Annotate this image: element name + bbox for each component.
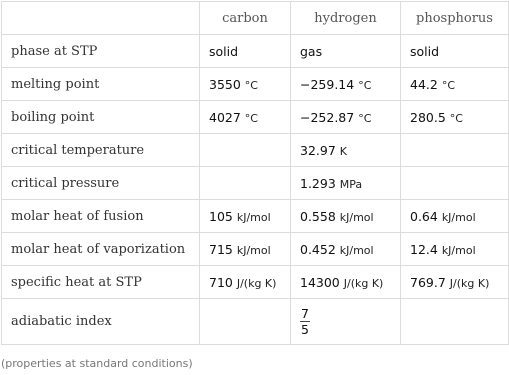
table-row: [2, 266, 509, 299]
value-cell: [200, 167, 291, 200]
fraction-numerator: 7: [301, 306, 309, 321]
unit-text: MPa: [339, 177, 363, 191]
value-text: 0.64: [410, 208, 442, 224]
footnote: (properties at standard conditions): [1, 357, 193, 370]
value-cell: [401, 299, 509, 345]
table-row: [2, 101, 509, 134]
unit-text: °C: [358, 111, 372, 125]
value-cell: [291, 266, 401, 299]
table-row: [2, 35, 509, 68]
row-label: critical temperature: [2, 134, 200, 167]
value-cell: [291, 233, 401, 266]
properties-table: [1, 1, 509, 345]
header-hydrogen: hydrogen: [291, 2, 401, 35]
table-row: [2, 200, 509, 233]
row-label: molar heat of vaporization: [2, 233, 200, 266]
unit-text: kJ/mol: [441, 210, 476, 224]
fraction-denominator: 5: [301, 322, 309, 337]
row-label: critical pressure: [2, 167, 200, 200]
unit-text: °C: [441, 78, 455, 92]
unit-text: °C: [449, 111, 463, 125]
value-cell: [200, 233, 291, 266]
value-cell: [401, 35, 509, 68]
value-cell: [291, 101, 401, 134]
header-phosphorus: phosphorus: [401, 2, 509, 35]
value-text: −259.14: [300, 76, 359, 92]
value-text: gas: [300, 43, 323, 59]
unit-text: °C: [358, 78, 372, 92]
value-text: 769.7: [410, 274, 450, 290]
value-cell: [291, 68, 401, 101]
unit-text: J/(kg K): [236, 276, 277, 290]
value-text: 12.4: [410, 241, 442, 257]
value-cell: [200, 68, 291, 101]
value-cell: [200, 35, 291, 68]
value-cell: [291, 299, 401, 345]
value-text: 715: [209, 241, 237, 257]
value-text: solid: [209, 43, 239, 59]
table-row: [2, 167, 509, 200]
header-carbon: carbon: [200, 2, 291, 35]
unit-text: kJ/mol: [236, 243, 271, 257]
unit-text: kJ/mol: [441, 243, 476, 257]
value-text: 3550: [209, 76, 245, 92]
value-cell: [200, 134, 291, 167]
value-cell: [401, 233, 509, 266]
header-blank-cell: [2, 2, 200, 35]
value-cell: [200, 299, 291, 345]
row-label: molar heat of fusion: [2, 200, 200, 233]
value-text: 44.2: [410, 76, 442, 92]
value-text: 1.293: [300, 175, 340, 191]
value-text: −252.87: [300, 109, 359, 125]
table-row: [2, 134, 509, 167]
value-cell: [401, 266, 509, 299]
value-text: 32.97: [300, 142, 340, 158]
unit-text: kJ/mol: [236, 210, 271, 224]
unit-text: J/(kg K): [449, 276, 490, 290]
value-text: 14300: [300, 274, 344, 290]
value-cell: [291, 167, 401, 200]
row-label: boiling point: [2, 101, 200, 134]
header-row: [2, 2, 509, 35]
unit-text: °C: [244, 111, 258, 125]
unit-text: J/(kg K): [343, 276, 384, 290]
unit-text: °C: [244, 78, 258, 92]
value-text: 4027: [209, 109, 245, 125]
unit-text: K: [339, 144, 347, 158]
value-text: solid: [410, 43, 440, 59]
value-text: 0.558: [300, 208, 340, 224]
row-label: specific heat at STP: [2, 266, 200, 299]
table-row: [2, 299, 509, 345]
value-cell: [291, 134, 401, 167]
fraction: [300, 306, 310, 337]
value-text: 0.452: [300, 241, 340, 257]
row-label: phase at STP: [2, 35, 200, 68]
value-cell: [401, 101, 509, 134]
value-cell: [401, 68, 509, 101]
row-label: melting point: [2, 68, 200, 101]
value-cell: [401, 167, 509, 200]
value-cell: [291, 35, 401, 68]
table-row: [2, 233, 509, 266]
row-label: adiabatic index: [2, 299, 200, 345]
value-cell: [200, 200, 291, 233]
value-cell: [401, 134, 509, 167]
value-text: 710: [209, 274, 237, 290]
table-row: [2, 68, 509, 101]
value-cell: [200, 101, 291, 134]
value-cell: [200, 266, 291, 299]
value-cell: [401, 200, 509, 233]
value-text: 280.5: [410, 109, 450, 125]
value-text: 105: [209, 208, 237, 224]
value-cell: [291, 200, 401, 233]
unit-text: kJ/mol: [339, 243, 374, 257]
unit-text: kJ/mol: [339, 210, 374, 224]
